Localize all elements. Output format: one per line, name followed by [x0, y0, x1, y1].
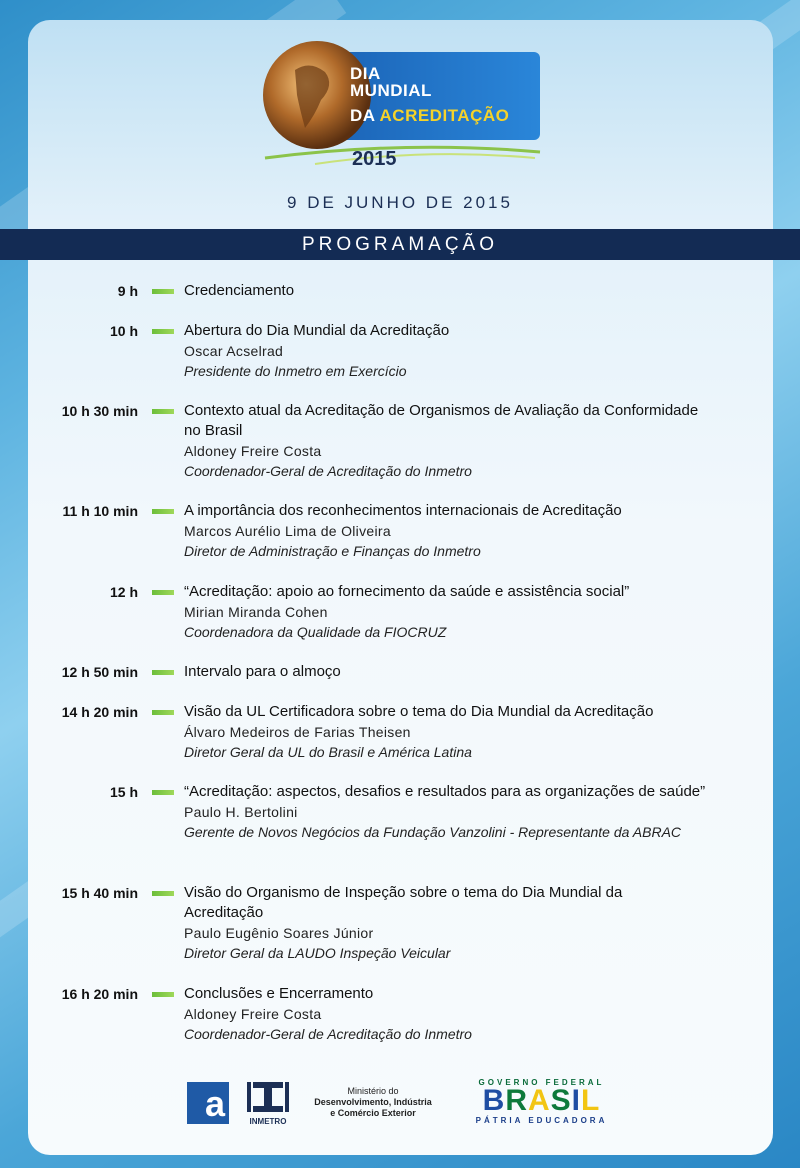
- brasil-letter: R: [505, 1084, 528, 1117]
- governo-federal-logo: [470, 1078, 613, 1126]
- speaker-role: Gerente de Novos Negócios da Fundação Vanzolini - Representante da ABRAC: [184, 824, 682, 840]
- brasil-letter: I: [571, 1084, 582, 1117]
- patria-educadora-label: PÁTRIA EDUCADORA: [475, 1116, 608, 1125]
- speaker-name: Álvaro Medeiros de Farias Theisen: [184, 724, 411, 740]
- bullet-dash: [152, 329, 174, 334]
- schedule-title: “Acreditação: apoio ao fornecimento da saúde e assistência social”: [184, 583, 630, 600]
- brasil-letter: B: [482, 1084, 506, 1117]
- schedule-title: Visão da UL Certificadora sobre o tema do Dia Mundial da Acreditação: [184, 703, 654, 720]
- schedule-time: 9 h: [117, 283, 138, 299]
- schedule-time: 14 h 20 min: [61, 704, 138, 720]
- inmetro-symbol-icon: [243, 1080, 293, 1114]
- accreditation-logo: a: [187, 1082, 229, 1124]
- schedule-title: Visão do Organismo de Inspeção sobre o tema do Dia Mundial da Acreditação: [184, 884, 623, 921]
- bullet-dash: [152, 670, 174, 675]
- event-date: 9 DE JUNHO DE 2015: [287, 193, 513, 212]
- speaker-name: Mirian Miranda Cohen: [184, 604, 328, 620]
- schedule-title: Intervalo para o almoço: [184, 663, 341, 680]
- schedule-time: 12 h: [109, 584, 138, 600]
- inmetro-label: INMETRO: [249, 1117, 287, 1126]
- schedule-time: 15 h: [109, 784, 138, 800]
- bullet-dash: [152, 590, 174, 595]
- logo-line-acreditacao: [350, 107, 509, 125]
- brasil-wordmark: [470, 1086, 613, 1116]
- speaker-name: Paulo H. Bertolini: [184, 804, 298, 820]
- speaker-role: Presidente do Inmetro em Exercício: [184, 363, 407, 379]
- governo-federal-label: GOVERNO FEDERAL: [478, 1078, 605, 1087]
- schedule-title: “Acreditação: aspectos, desafios e resultados para as organizações de saúde”: [184, 783, 706, 800]
- ministerio-line-2: Desenvolvimento, Indústria: [314, 1097, 432, 1107]
- schedule-title: Abertura do Dia Mundial da Acreditação: [184, 322, 450, 339]
- inmetro-logo: [243, 1080, 293, 1126]
- ministerio-line-3: e Comércio Exterior: [330, 1108, 416, 1118]
- bullet-dash: [152, 409, 174, 414]
- speaker-role: Diretor de Administração e Finanças do Inmetro: [184, 543, 481, 559]
- speaker-role: Coordenador-Geral de Acreditação do Inmetro: [184, 463, 472, 479]
- speaker-name: Aldoney Freire Costa: [184, 443, 322, 459]
- ministerio-line-1: Ministério do: [347, 1086, 399, 1096]
- schedule-time: 16 h 20 min: [61, 986, 138, 1002]
- bullet-dash: [152, 992, 174, 997]
- speaker-name: Oscar Acselrad: [184, 343, 284, 359]
- logo-da: DA: [350, 106, 380, 125]
- bullet-dash: [152, 509, 174, 514]
- schedule-time: 15 h 40 min: [61, 885, 138, 901]
- schedule-title: Contexto atual da Acreditação de Organismos de Avaliação da Conformidade no Brasil: [184, 402, 699, 439]
- schedule-time: 12 h 50 min: [61, 664, 138, 680]
- schedule-time: 10 h: [109, 323, 138, 339]
- bullet-dash: [152, 891, 174, 896]
- speaker-role: Diretor Geral da LAUDO Inspeção Veicular: [184, 945, 451, 961]
- speaker-name: Paulo Eugênio Soares Júnior: [184, 925, 374, 941]
- schedule-title: Credenciamento: [184, 282, 295, 299]
- event-logo: [255, 40, 545, 175]
- logo-acreditacao-highlight: ACREDITAÇÃO: [379, 106, 510, 125]
- schedule-time: 11 h 10 min: [62, 503, 138, 519]
- bullet-dash: [152, 710, 174, 715]
- brasil-letter: L: [581, 1084, 601, 1117]
- sponsor-footer: [0, 1078, 800, 1128]
- speaker-role: Diretor Geral da UL do Brasil e América Latina: [184, 744, 472, 760]
- schedule-time: 10 h 30 min: [61, 403, 138, 419]
- speaker-role: Coordenadora da Qualidade da FIOCRUZ: [184, 624, 447, 640]
- speaker-name: Aldoney Freire Costa: [184, 1006, 322, 1022]
- ministerio-text: [305, 1086, 441, 1119]
- logo-line-dia: DIA: [350, 64, 381, 83]
- bullet-dash: [152, 790, 174, 795]
- brasil-letter: A: [527, 1084, 551, 1117]
- speaker-name: Marcos Aurélio Lima de Oliveira: [184, 523, 391, 539]
- bullet-dash: [152, 289, 174, 294]
- logo-line-mundial: MUNDIAL: [350, 81, 432, 100]
- speaker-role: Coordenador-Geral de Acreditação do Inmetro: [184, 1026, 472, 1042]
- brasil-letter: S: [550, 1084, 572, 1117]
- logo-year: 2015: [352, 148, 397, 170]
- schedule-title: A importância dos reconhecimentos internacionais de Acreditação: [184, 502, 622, 519]
- schedule-title: Conclusões e Encerramento: [184, 985, 374, 1002]
- section-banner: PROGRAMAÇÃO: [0, 229, 800, 260]
